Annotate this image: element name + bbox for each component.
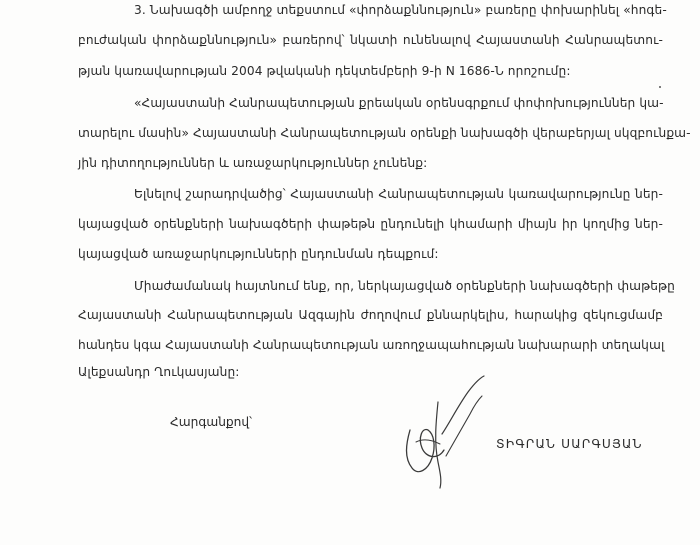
paragraph-2-line-1: «Հայաստանի Հանրապետության քրեական օրենսգրքում փոփոխություններ կա- [134, 96, 664, 110]
closing-salutation: Հարգանքով՝ [170, 415, 253, 429]
paragraph-2-line-3: յին դիտողություններ և առաջարկություններ չունենք: [78, 156, 428, 170]
paragraph-3-line-1: Ելնելով շարադրվածից՝ Հայաստանի Հանրապետության կառավարությունը ներ- [134, 187, 663, 201]
paragraph-1-line-1: 3. Նախագծի ամբողջ տեքստում «փորձաքննություն» բառերը փոխարինել «հոգե- [134, 3, 667, 17]
paragraph-1-line-3: թյան կառավարության 2004 թվականի դեկտեմբերի 9-ի N 1686-Ն որոշումը: [78, 64, 571, 78]
paragraph-4-line-4: Ալեքսանդր Ղուկասյանը: [78, 365, 240, 379]
paragraph-3-line-3: կայացված առաջարկությունների ընդունման դեպքում: [78, 247, 439, 261]
paragraph-1-line-2: բուժական փորձաքննություն» բառերով՝ նկատի ունենալով Հայաստանի Հանրապետու- [78, 33, 663, 47]
handwritten-signature [398, 372, 490, 492]
paragraph-4-line-2: Հայաստանի Հանրապետության Ազգային ժողովում քննարկելիս, հարակից զեկուցմամբ [78, 308, 663, 322]
scan-speck [659, 86, 661, 88]
paragraph-4-line-3: հանդես կգա Հայաստանի Հանրապետության առողջապահության նախարարի տեղակալ [78, 338, 665, 352]
paragraph-3-line-2: կայացված օրենքների նախագծերի փաթեթն ընդունելի կհամարի միայն իր կողմից ներ- [78, 217, 663, 231]
paragraph-2-line-2: տարելու մասին» Հայաստանի Հանրապետության օրենքի նախագծի վերաբերյալ սկզբունքա- [78, 126, 691, 140]
paragraph-4-line-1: Միաժամանակ հայտնում ենք, որ, ներկայացված օրենքների նախագծերի փաթեթը [134, 279, 675, 293]
signatory-name: ՏԻԳՐԱՆ ՍԱՐԳՍՅԱՆ [496, 437, 643, 451]
